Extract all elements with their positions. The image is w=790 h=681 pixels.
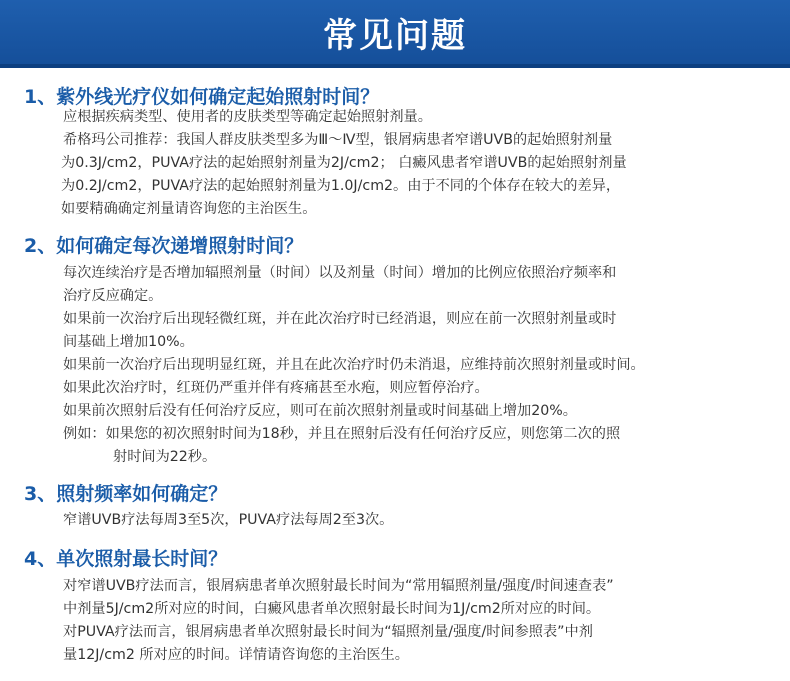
answer-line: 治疗反应确定。 [63, 288, 163, 304]
answer-line: 为0.2J/cm2，PUVA疗法的起始照射剂量为1.0J/cm2。由于不同的个体存在较大的差异， [61, 178, 621, 194]
answer-line: 应根据疾病类型、使用者的皮肤类型等确定起始照射剂量。 [63, 109, 432, 125]
answer-line: 如果前一次治疗后出现明显红斑，并且在此次治疗时仍未消退，应维持前次照射剂量或时间。 [63, 357, 645, 373]
faq-question-1: 1、紫外线光疗仪如何确定起始照射时间？ [24, 86, 380, 108]
faq-answer-4 [63, 575, 763, 667]
answer-line: 射时间为22秒。 [113, 449, 217, 465]
answer-line: 为0.3J/cm2，PUVA疗法的起始照射剂量为2J/cm2； 白癜风患者窄谱UVB的起始照射剂量 [61, 155, 627, 171]
header-banner [0, 0, 790, 68]
answer-line: 每次连续治疗是否增加辐照剂量（时间）以及剂量（时间）增加的比例应依照治疗频率和 [63, 265, 617, 281]
page-title: 常见问题 [323, 15, 467, 56]
faq-answer-1 [63, 106, 763, 221]
faq-answer-2 [63, 262, 763, 469]
answer-line: 间基础上增加10%。 [63, 334, 194, 350]
answer-line: 例如：如果您的初次照射时间为18秒，并且在照射后没有任何治疗反应，则您第二次的照 [63, 426, 621, 442]
answer-line: 如果前一次治疗后出现轻微红斑，并在此次治疗时已经消退，则应在前一次照射剂量或时 [63, 311, 617, 327]
answer-line: 窄谱UVB疗法每周3至5次，PUVA疗法每周2至3次。 [63, 512, 394, 528]
answer-line: 如要精确确定剂量请咨询您的主治医生。 [61, 201, 317, 217]
answer-line: 希格玛公司推荐：我国人群皮肤类型多为Ⅲ～Ⅳ型，银屑病患者窄谱UVB的起始照射剂量 [63, 132, 613, 148]
faq-question-4: 4、单次照射最长时间？ [24, 548, 228, 570]
answer-line: 对窄谱UVB疗法而言，银屑病患者单次照射最长时间为“常用辐照剂量/强度/时间速查表” [63, 578, 614, 594]
answer-line: 中剂量5J/cm2所对应的时间，白癜风患者单次照射最长时间为1J/cm2所对应的时间。 [63, 601, 601, 617]
faq-question-2: 2、如何确定每次递增照射时间？ [24, 235, 304, 257]
faq-question-3: 3、照射频率如何确定？ [24, 483, 228, 505]
answer-line: 对PUVA疗法而言，银屑病患者单次照射最长时间为“辐照剂量/强度/时间参照表”中剂 [63, 624, 593, 640]
answer-line: 量12J/cm2 所对应的时间。详情请咨询您的主治医生。 [63, 647, 409, 663]
faq-answer-3 [63, 509, 763, 532]
answer-line: 如果此次治疗时，红斑仍严重并伴有疼痛甚至水疱，则应暂停治疗。 [63, 380, 489, 396]
answer-line: 如果前次照射后没有任何治疗反应，则可在前次照射剂量或时间基础上增加20%。 [63, 403, 577, 419]
